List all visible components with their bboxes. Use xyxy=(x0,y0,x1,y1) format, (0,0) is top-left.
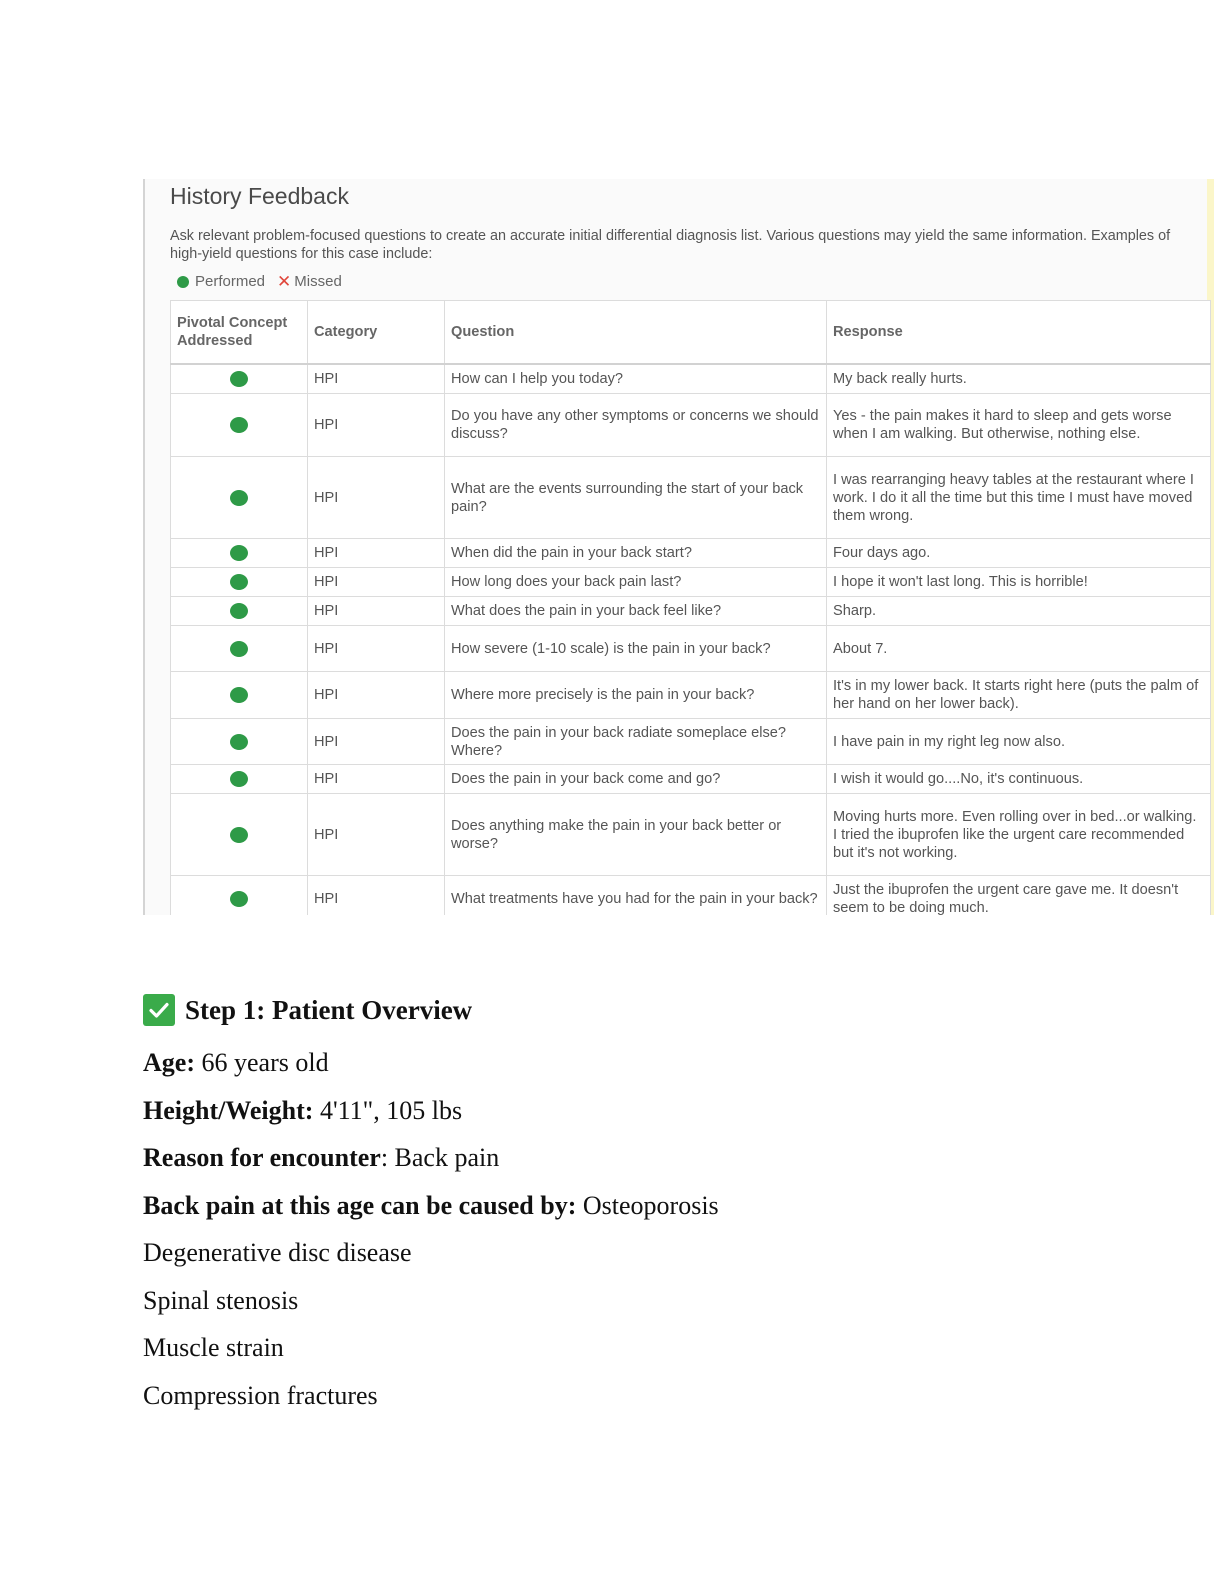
status-cell xyxy=(171,794,308,876)
performed-dot-icon xyxy=(230,734,248,750)
white-check-mark-icon xyxy=(143,994,175,1026)
patient-overview-section xyxy=(143,990,1183,1423)
response-cell: I hope it won't last long. This is horrible! xyxy=(827,568,1211,597)
cause-item: Spinal stenosis xyxy=(143,1285,299,1315)
category-cell: HPI xyxy=(308,364,445,394)
status-cell xyxy=(171,539,308,568)
causes-line xyxy=(143,1186,1183,1234)
status-cell xyxy=(171,672,308,719)
legend-missed: Missed xyxy=(294,273,342,290)
question-cell: Does the pain in your back come and go? xyxy=(445,765,827,794)
header-category: Category xyxy=(308,301,445,364)
table-row xyxy=(171,672,1211,719)
table-row xyxy=(171,394,1211,457)
status-cell xyxy=(171,457,308,539)
reason-line xyxy=(143,1138,1183,1186)
reason-label: Reason for encounter xyxy=(143,1143,381,1172)
response-cell: I was rearranging heavy tables at the restaurant where I work. I do it all the time but this time I must have moved them wrong. xyxy=(827,457,1211,539)
category-cell: HPI xyxy=(308,597,445,626)
age-label: Age: xyxy=(143,1048,195,1077)
panel-title: History Feedback xyxy=(170,183,349,209)
category-cell: HPI xyxy=(308,765,445,794)
missed-x-icon: ✕ xyxy=(277,272,292,291)
question-cell: When did the pain in your back start? xyxy=(445,539,827,568)
category-cell: HPI xyxy=(308,394,445,457)
status-cell xyxy=(171,568,308,597)
response-cell: I have pain in my right leg now also. xyxy=(827,719,1211,765)
question-cell: How can I help you today? xyxy=(445,364,827,394)
height-weight-line xyxy=(143,1091,1183,1139)
category-cell: HPI xyxy=(308,568,445,597)
category-cell: HPI xyxy=(308,794,445,876)
table-row xyxy=(171,539,1211,568)
legend-performed: Performed xyxy=(195,273,266,290)
header-response: Response xyxy=(827,301,1211,364)
status-cell xyxy=(171,876,308,916)
performed-dot-icon xyxy=(230,574,248,590)
question-cell: Where more precisely is the pain in your back? xyxy=(445,672,827,719)
cause-item: Degenerative disc disease xyxy=(143,1238,412,1267)
table-row xyxy=(171,364,1211,394)
response-cell: I wish it would go....No, it's continuous. xyxy=(827,765,1211,794)
table-row xyxy=(171,876,1211,916)
feedback-table xyxy=(170,300,1211,915)
status-cell xyxy=(171,597,308,626)
question-cell: What treatments have you had for the pain in your back? xyxy=(445,876,827,916)
performed-dot-icon xyxy=(230,545,248,561)
history-feedback-panel xyxy=(143,179,1214,915)
category-cell: HPI xyxy=(308,626,445,672)
question-cell: How severe (1-10 scale) is the pain in your back? xyxy=(445,626,827,672)
age-line xyxy=(143,1043,1183,1091)
performed-dot-icon xyxy=(230,641,248,657)
response-cell: Moving hurts more. Even rolling over in bed...or walking. I tried the ibuprofen like the urgent care recommended but it's not working. xyxy=(827,794,1211,876)
table-header-row xyxy=(171,301,1211,364)
table-row xyxy=(171,626,1211,672)
table-row xyxy=(171,568,1211,597)
reason-value: : Back pain xyxy=(380,1143,500,1172)
performed-dot-icon xyxy=(230,490,248,506)
table-row xyxy=(171,457,1211,539)
causes-label: Back pain at this age can be caused by: xyxy=(143,1190,577,1220)
legend xyxy=(177,273,342,290)
cause-item: Compression fractures xyxy=(143,1380,378,1410)
performed-dot-icon xyxy=(230,687,248,703)
overview-heading xyxy=(143,990,1183,1030)
performed-dot-icon xyxy=(230,417,248,433)
question-cell: What does the pain in your back feel like? xyxy=(445,597,827,626)
cause-item: Osteoporosis xyxy=(576,1190,719,1220)
question-cell: Does the pain in your back radiate someplace else? Where? xyxy=(445,719,827,765)
category-cell: HPI xyxy=(308,672,445,719)
performed-dot-icon xyxy=(230,371,248,387)
header-pivotal: Pivotal Concept Addressed xyxy=(171,301,308,364)
header-question: Question xyxy=(445,301,827,364)
performed-dot-icon xyxy=(230,771,248,787)
table-row xyxy=(171,765,1211,794)
category-cell: HPI xyxy=(308,457,445,539)
category-cell: HPI xyxy=(308,719,445,765)
performed-dot-icon xyxy=(230,603,248,619)
question-cell: Do you have any other symptoms or concerns we should discuss? xyxy=(445,394,827,457)
question-cell: Does anything make the pain in your back better or worse? xyxy=(445,794,827,876)
height-weight-value: 4'11", 105 lbs xyxy=(313,1095,463,1125)
status-cell xyxy=(171,765,308,794)
response-cell: Yes - the pain makes it hard to sleep and gets worse when I am walking. But otherwise, nothing else. xyxy=(827,394,1211,457)
panel-description: Ask relevant problem-focused questions to create an accurate initial differential diagnosis list. Various questions may yield the same information. Examples of high-yield questions for this case include: xyxy=(170,228,1171,262)
status-cell xyxy=(171,364,308,394)
response-cell: Four days ago. xyxy=(827,539,1211,568)
response-cell: Just the ibuprofen the urgent care gave me. It doesn't seem to be doing much. xyxy=(827,876,1211,916)
category-cell: HPI xyxy=(308,539,445,568)
category-cell: HPI xyxy=(308,876,445,916)
response-cell: Sharp. xyxy=(827,597,1211,626)
question-cell: How long does your back pain last? xyxy=(445,568,827,597)
question-cell: What are the events surrounding the start of your back pain? xyxy=(445,457,827,539)
table-row xyxy=(171,597,1211,626)
status-cell xyxy=(171,719,308,765)
status-cell xyxy=(171,394,308,457)
response-cell: About 7. xyxy=(827,626,1211,672)
height-weight-label: Height/Weight: xyxy=(143,1095,314,1125)
cause-item: Muscle strain xyxy=(143,1333,284,1362)
response-cell: It's in my lower back. It starts right here (puts the palm of her hand on her lower back). xyxy=(827,672,1211,719)
performed-dot-icon xyxy=(230,827,248,843)
response-cell: My back really hurts. xyxy=(827,364,1211,394)
overview-heading-text: Step 1: Patient Overview xyxy=(185,995,473,1025)
table-row xyxy=(171,794,1211,876)
performed-dot-icon xyxy=(230,891,248,907)
table-row xyxy=(171,719,1211,765)
performed-dot-icon xyxy=(177,276,189,288)
age-value: 66 years old xyxy=(194,1048,329,1077)
status-cell xyxy=(171,626,308,672)
